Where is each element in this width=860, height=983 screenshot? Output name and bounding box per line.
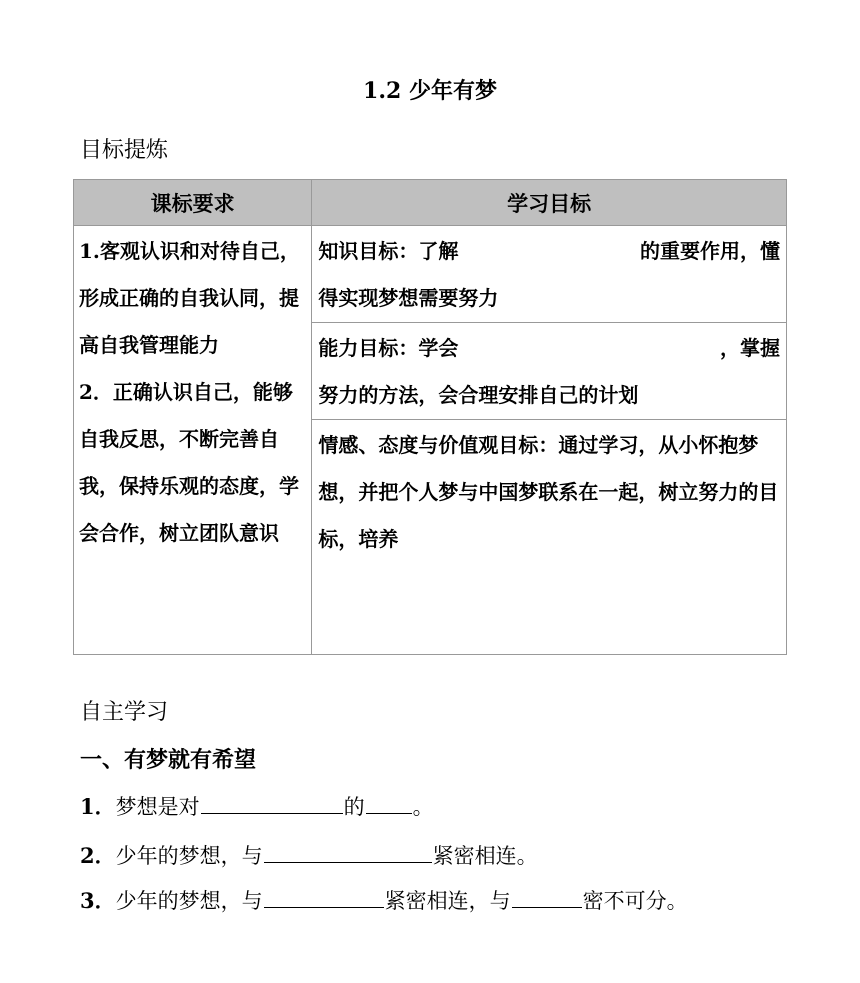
- requirements-cell: [74, 226, 312, 655]
- ability-goal-line2: 努力的方法，会合理安排自己的计划: [318, 383, 639, 407]
- item-text: 的: [343, 795, 365, 819]
- list-item: [80, 840, 538, 870]
- list-item: [80, 885, 688, 915]
- fill-in-blank[interactable]: [264, 887, 384, 908]
- fill-in-blank[interactable]: [366, 793, 412, 814]
- item-text: 紧密相连，与: [384, 889, 511, 913]
- ability-goal-cell: [312, 323, 787, 420]
- item-text: 少年的梦想，与: [115, 889, 263, 913]
- item-number: 3．: [80, 888, 116, 913]
- requirement-2: 2．正确认识自己，能够自我反思，不断完善自我，保持乐观的态度，学会合作，树立团队意识: [79, 380, 299, 545]
- list-item: [80, 791, 434, 821]
- item-number: 2．: [80, 843, 116, 868]
- values-goal-text: 情感、态度与价值观目标：通过学习，从小怀抱梦想，并把个人梦与中国梦联系在一起，树立努力的目标，培养: [318, 433, 779, 551]
- item-text: 。: [412, 795, 434, 819]
- knowledge-goal-suffix: 的重要作用，懂: [639, 239, 780, 263]
- table-header-row: [74, 180, 787, 226]
- header-learning-goals: 学习目标: [312, 180, 787, 226]
- fill-in-blank[interactable]: [512, 887, 582, 908]
- requirement-1: 1.客观认识和对待自己，形成正确的自我认同，提高自我管理能力: [79, 239, 300, 357]
- item-text: 紧密相连。: [432, 844, 538, 868]
- item-text: 少年的梦想，与: [115, 844, 263, 868]
- knowledge-goal-line2: 得实现梦想需要努力: [318, 286, 499, 310]
- self-study-heading: 自主学习: [80, 700, 169, 725]
- values-goal-cell: [312, 420, 787, 655]
- fill-in-blank[interactable]: [264, 842, 432, 863]
- ability-goal-prefix: 能力目标：学会: [318, 336, 459, 360]
- header-requirements: 课标要求: [74, 180, 312, 226]
- item-text: 密不可分。: [582, 889, 688, 913]
- item-text: 梦想是对: [115, 795, 200, 819]
- ability-goal-suffix: ，掌握: [719, 336, 780, 360]
- goals-heading: 目标提炼: [80, 138, 169, 163]
- ability-goal-blank: [484, 325, 694, 372]
- section-heading: 一、有梦就有希望: [80, 748, 257, 773]
- table-row: [74, 226, 787, 323]
- knowledge-goal-blank: [489, 228, 609, 275]
- knowledge-goal-prefix: 知识目标：了解: [318, 239, 459, 263]
- fill-in-blank[interactable]: [201, 793, 343, 814]
- item-number: 1．: [80, 794, 116, 819]
- page-title: 1.2 少年有梦: [363, 78, 497, 104]
- knowledge-goal-cell: [312, 226, 787, 323]
- goals-table: [73, 179, 787, 655]
